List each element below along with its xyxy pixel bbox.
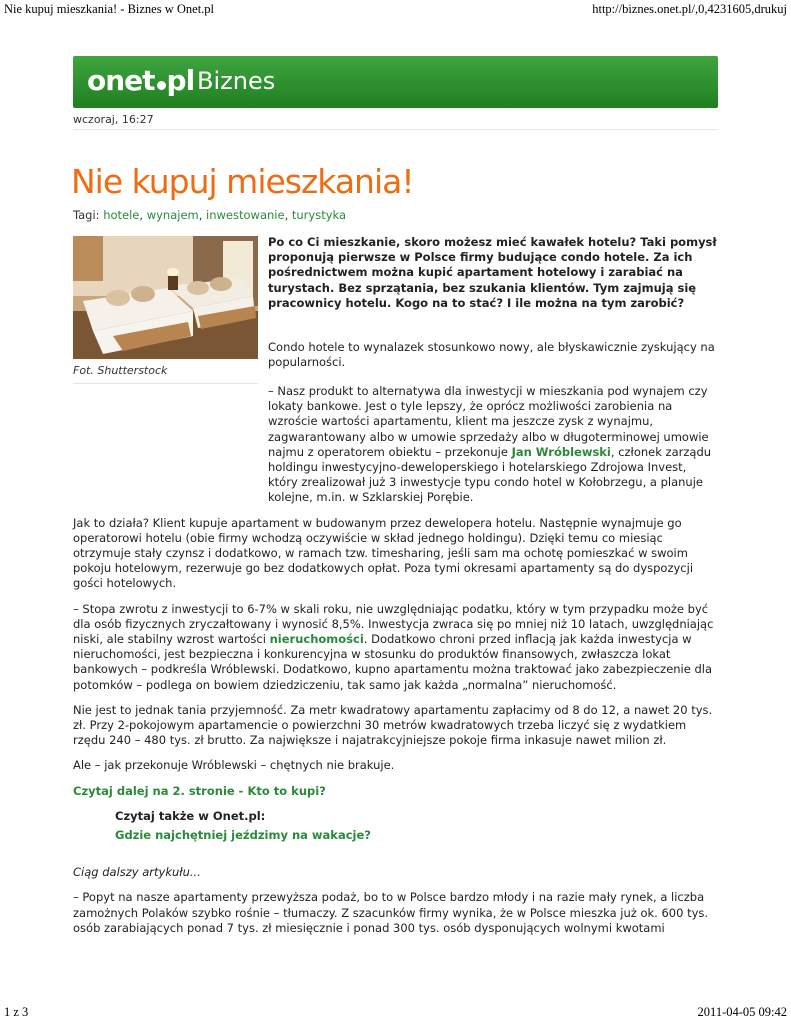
print-header-title: Nie kupuj mieszkania! - Biznes w Onet.pl [4,2,215,16]
print-header-url: http://biznes.onet.pl/,0,4231605,drukuj [592,2,787,16]
onet-biznes-banner[interactable] [73,56,718,108]
page-counter: 1 z 3 [4,1005,29,1019]
related-heading: Czytaj także w Onet.pl: [115,808,266,823]
read-more-line [73,784,718,799]
photo-caption: Fot. Shutterstock [73,364,168,377]
tag-link-hotele[interactable]: hotele [103,208,140,222]
print-header [0,0,791,20]
onet-logo: onet pl [87,64,195,97]
related-article-link[interactable]: Gdzie najchętniej jeździmy na wakacje? [115,828,371,843]
topic-link-nieruchomosci[interactable]: nieruchomości [269,632,364,647]
continued-note: Ciąg dalszy artykułu... [73,865,201,880]
tag-link-turystyka[interactable]: turystyka [291,208,347,222]
paragraph: Jak to działa? Klient kupuje apartament w budowanym przez dewelopera hotelu. Następnie wynajmuje go operatorowi hotelu (obie firmy wchodzą oczywiście w skład jednego holdingu). Dzięki temu co miesiąc otrzymuje stały czynsz i dodatkowo, w ramach tzw. timesharing, jeśli sam ma ochotę pomieszkać w swoim pokoju hotelowym, rezerwuje go bez dodatkowych opłat. Poza tymi okresami apartamenty są do dyspozycji gości hotelowych. [73,515,694,591]
article-intro: Condo hotele to wynalazek stosunkowo nowy, ale błyskawicznie zyskujący na popularności. [268,340,715,370]
section-label: Biznes [197,67,276,95]
paragraph: Ale – jak przekonuje Wróblewski – chętnych nie brakuje. [73,758,395,773]
related-line [115,828,718,843]
article-date: wczoraj, 16:27 [73,113,154,126]
article-title: Nie kupuj mieszkania! [71,162,414,202]
print-timestamp: 2011-04-05 09:42 [697,1005,787,1019]
read-more-link[interactable]: Czytaj dalej na 2. stronie - Kto to kupi? [73,783,326,798]
divider [73,129,718,130]
tag-link-inwestowanie[interactable]: inwestowanie [206,208,285,222]
paragraph: Nie jest to jednak tania przyjemność. Za metr kwadratowy apartamentu zapłacimy od 8 do 12, a nawet 20 tys. zł. Przy 2-pokojowym apartamencie o powierzchni 30 metrów kwadratowych trzeba liczyć się z wydatkiem rzędu 240 – 480 tys. zł brutto. Za największe i najatrakcyjniejsze pokoje firma inkasuje nawet milion zł. [73,702,713,748]
tags-line: Tagi: hotele, wynajem, inwestowanie, turystyka [73,208,347,222]
print-footer [0,1006,791,1024]
tags-label: Tagi: [73,208,100,222]
person-link-jan-wroblewski[interactable]: Jan Wróblewski [511,444,611,459]
article-lead: Po co Ci mieszkanie, skoro możesz mieć kawałek hotelu? Taki pomysł proponują pierwsze w Polsce firmy budujące condo hotele. Za ich pośrednictwem można kupić apartament hotelowy i zarabiać na turystach. Bez sprzątania, bez szukania klientów. Tym zajmują się pracownicy hotelu. Kogo na to stać? I ile można na tym zarobić? [268,235,717,310]
article-body [73,384,718,946]
paragraph: – Stopa zwrotu z inwestycji to 6-7% w skali roku, nie uwzględniając podatku, który w tym przypadku może być dla osób fizycznych zryczałtowany i wynosić 8,5%. Inwestycja zwraca się po mniej niż 10 latach, uwzględniając niski, ale stabilny wzrost wartości nieruchomości. Dodatkowo chroni przed inflacją jak każda inwestycja w nieruchomości, jest bezpieczna i konkurencyjna w stosunku do produktów finansowych, zwłaszcza lokat bankowych – podkreśla Wróblewski. Dodatkowo, kupno apartamentu można traktować jako zabezpieczenie dla potomków – podlega on bowiem dziedziczeniu, tak samo jak każda „normalna” nieruchomość. [73,601,714,692]
paragraph: – Nasz produkt to alternatywa dla inwestycji w mieszkania pod wynajem czy lokaty bankowe. Jest o tyle lepszy, że oprócz możliwości zarobienia na wzroście wartości apartamentu, klient ma jeszcze zysk z wynajmu, zagwarantowany albo w umowie sprzedaży albo w długoterminowej umowie najmu z operatorem obiektu – przekonuje Jan Wróblewski, członek zarządu holdingu inwestycyjno-deweloperskiego i hotelarskiego Zdrojowa Invest, który zrealizował już 3 inwestycje typu condo hotel w Kołobrzegu, a planuje kolejne, m.in. w Szklarskiej Porębie. [268,384,712,505]
paragraph: – Popyt na nasze apartamenty przewyższa podaż, bo to w Polsce bardzo młody i na razie mały rynek, a liczba zamożnych Polaków szybko rośnie – tłumaczy. Z szacunków firmy wynika, że w Polsce mieszka już ok. 600 tys. osób zarabiających ponad 7 tys. zł miesięcznie i ponad 300 tys. osób dysponujących wolnymi kwotami [73,890,709,935]
hotel-room-photo [73,236,258,359]
tag-link-wynajem[interactable]: wynajem [146,208,199,222]
